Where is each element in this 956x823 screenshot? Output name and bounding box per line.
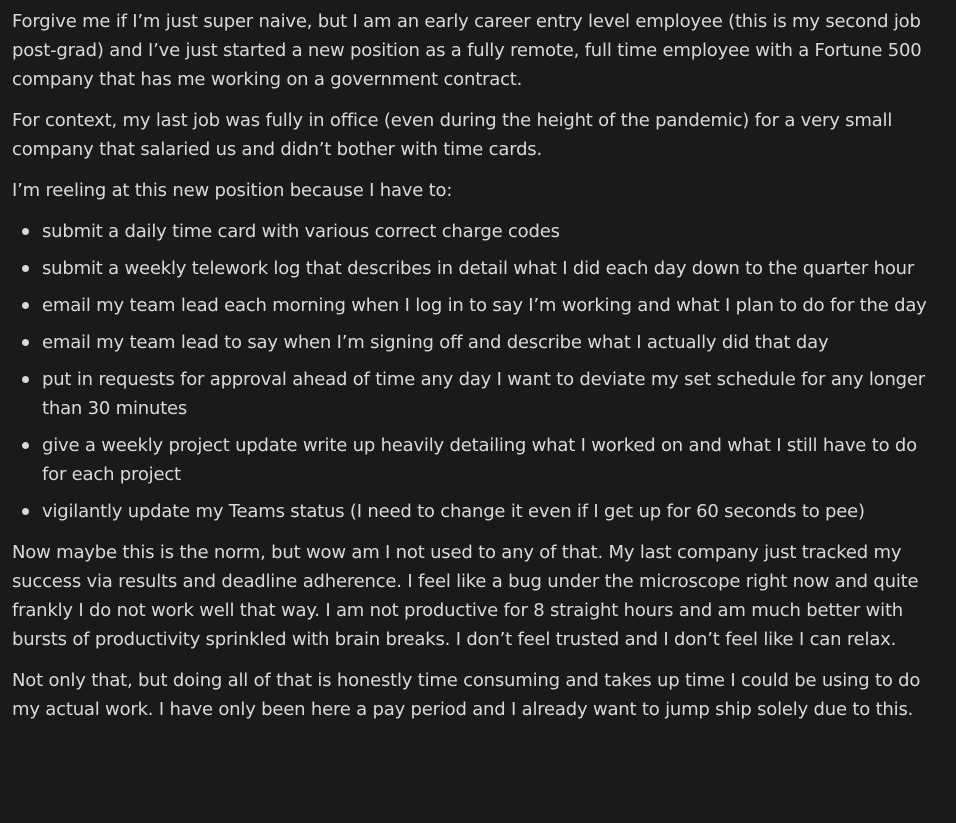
post-paragraph: I’m reeling at this new position because I have to: [12, 180, 453, 201]
list-item: put in requests for approval ahead of time any day I want to deviate my set schedule for any longer than 30 minutes [12, 365, 944, 423]
list-item: submit a weekly telework log that describes in detail what I did each day down to the quarter hour [12, 254, 944, 283]
list-item: email my team lead to say when I’m signing off and describe what I actually did that day [12, 328, 944, 357]
post-paragraph: Not only that, but doing all of that is honestly time consuming and takes up time I could be using to do my actual work. I have only been here a pay period and I already want to jump ship solely due to this. [12, 670, 921, 720]
requirements-list [12, 217, 944, 526]
list-item: submit a daily time card with various correct charge codes [12, 217, 944, 246]
post-paragraph: Forgive me if I’m just super naive, but I am an early career entry level employee (this is my second job post-grad) and I’ve just started a new position as a fully remote, full time employee with a Fortune 500 company that has me working on a government contract. [12, 11, 922, 90]
post-paragraph: Now maybe this is the norm, but wow am I not used to any of that. My last company just tracked my success via results and deadline adherence. I feel like a bug under the microscope right now and quite frankly I do not work well that way. I am not productive for 8 straight hours and am much better with bursts of productivity sprinkled with brain breaks. I don’t feel trusted and I don’t feel like I can relax. [12, 542, 919, 650]
list-item: vigilantly update my Teams status (I need to change it even if I get up for 60 seconds to pee) [12, 497, 944, 526]
post-paragraph: For context, my last job was fully in office (even during the height of the pandemic) for a very small company that salaried us and didn’t bother with time cards. [12, 110, 893, 160]
list-item: email my team lead each morning when I log in to say I’m working and what I plan to do for the day [12, 291, 944, 320]
list-item: give a weekly project update write up heavily detailing what I worked on and what I still have to do for each project [12, 431, 944, 489]
